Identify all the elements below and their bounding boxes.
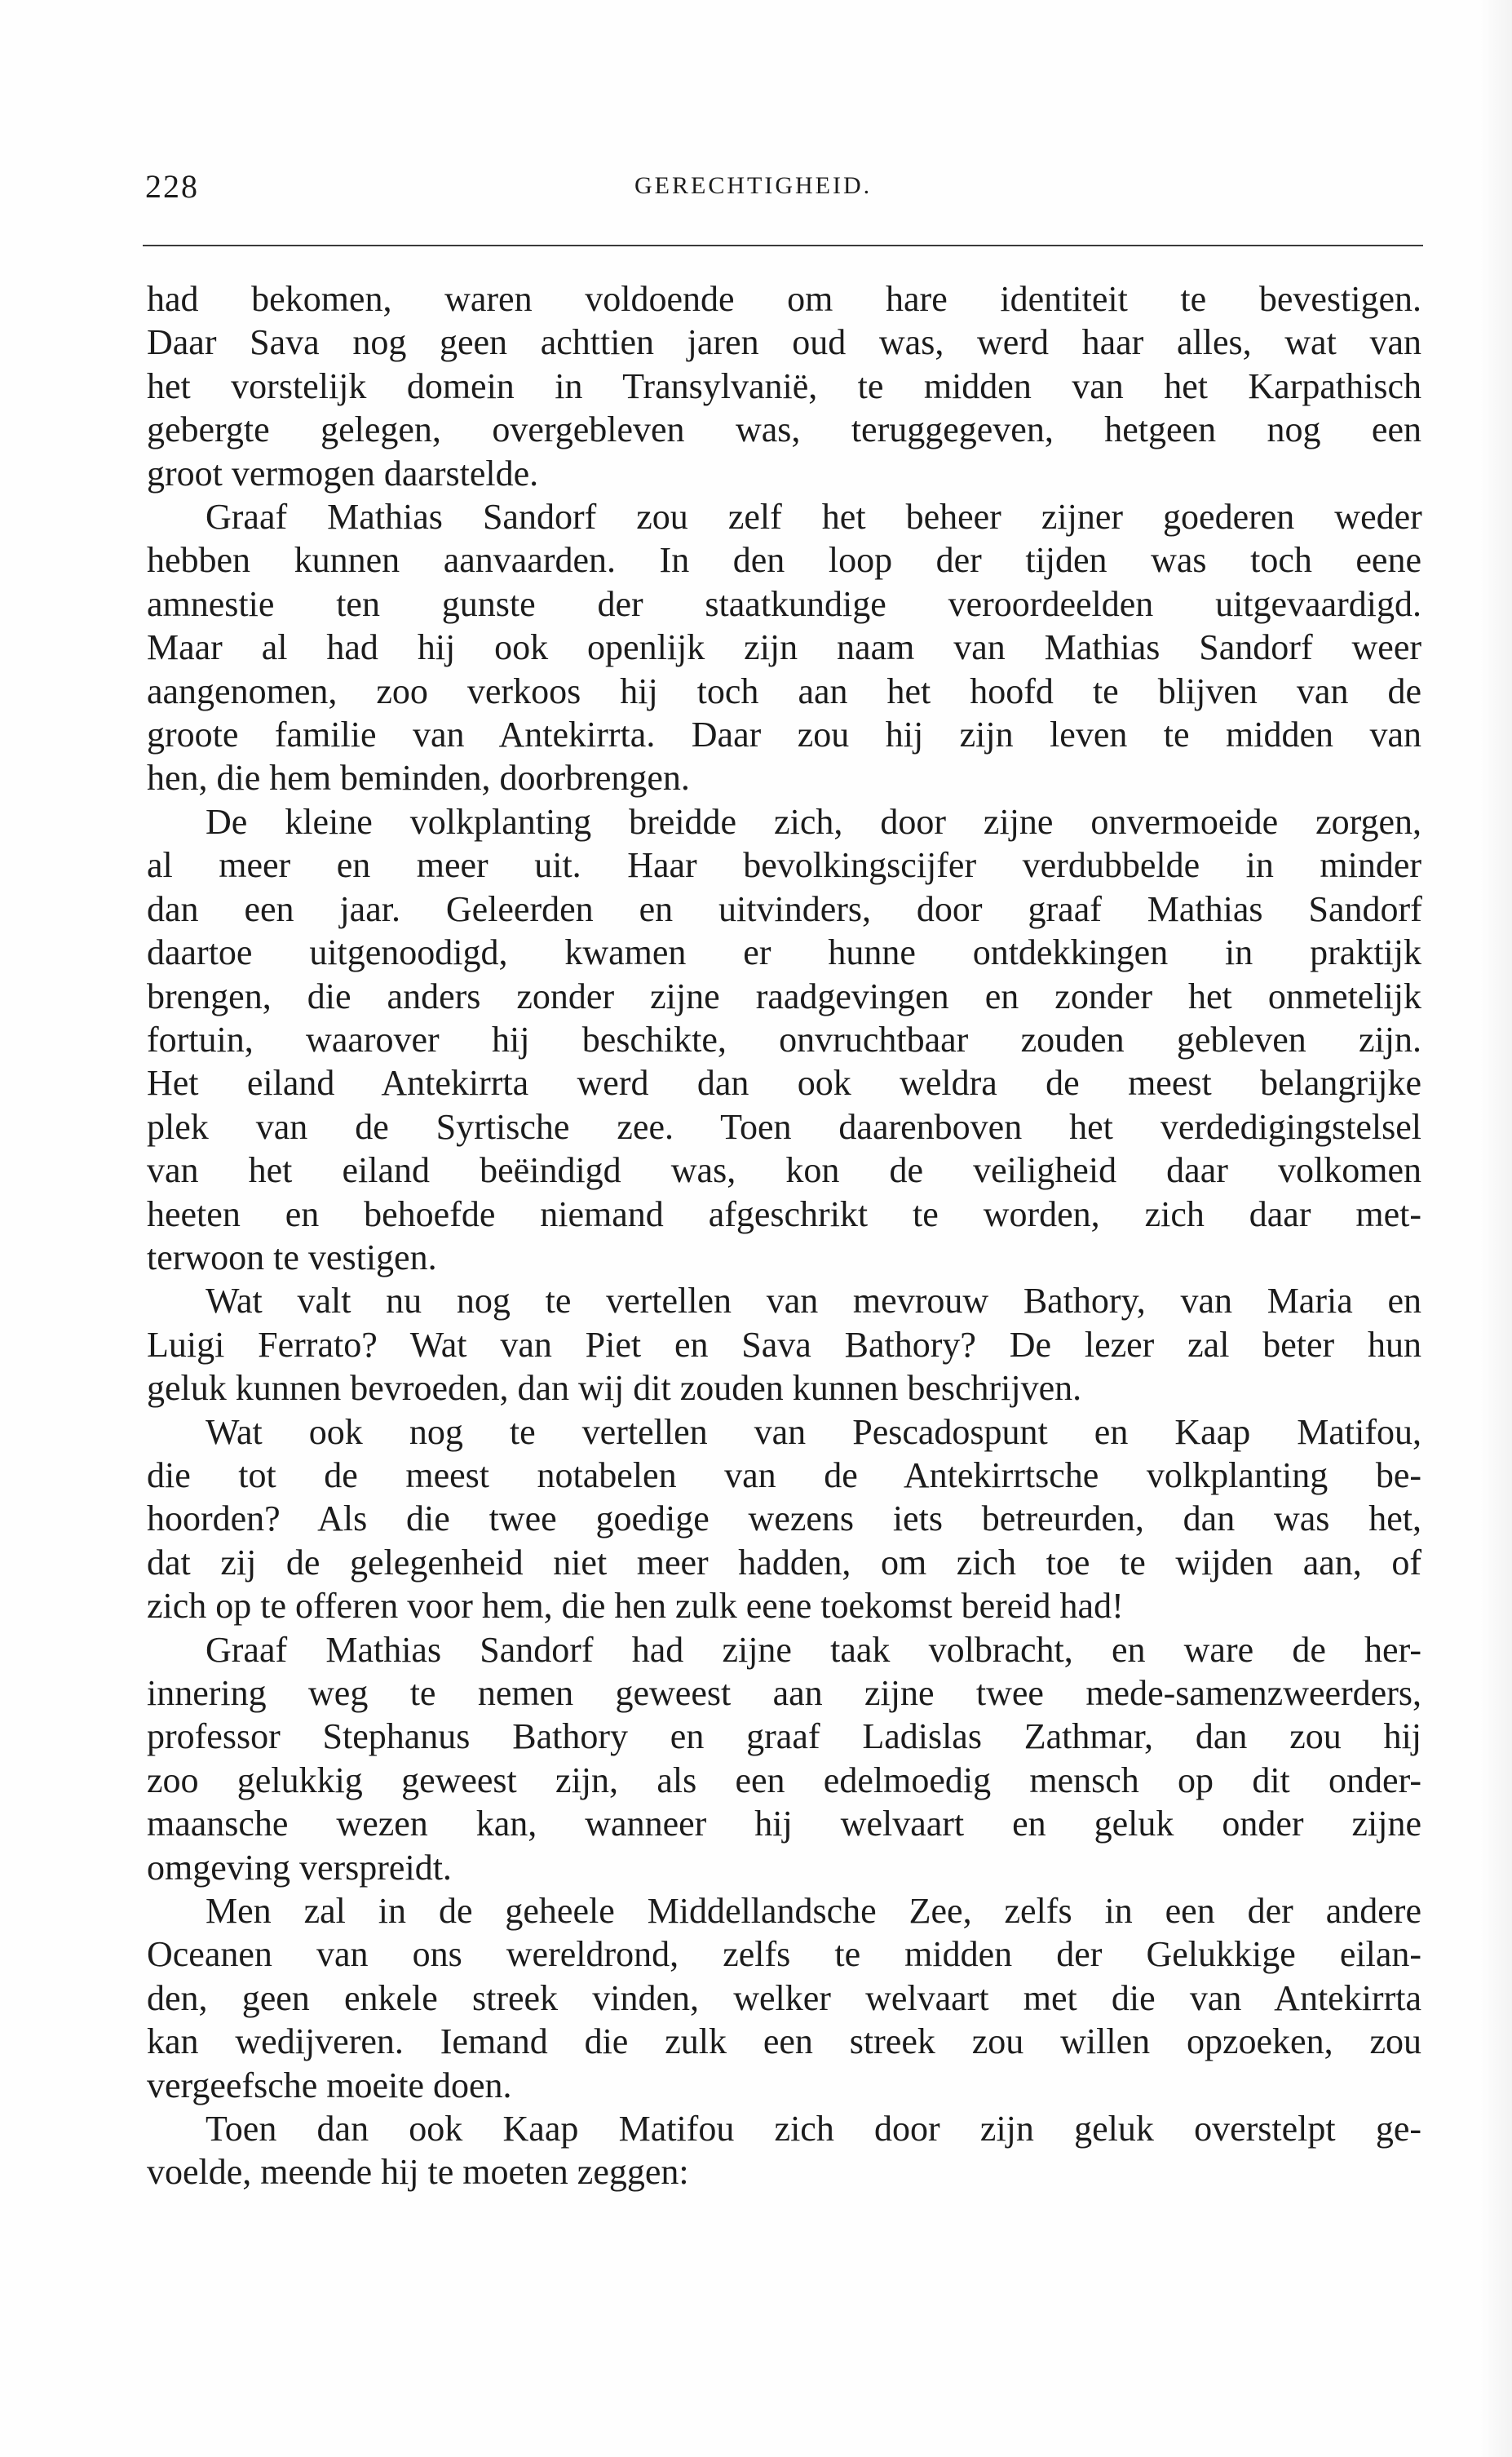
text-line: Maar al had hij ook openlijk zijn naam van Mathias Sandorf weer (147, 627, 1421, 668)
text-line: brengen, die anders zonder zijne raadgevingen en zonder het onmetelijk (147, 976, 1421, 1016)
paragraph (147, 495, 1421, 800)
text-line: die tot de meest notabelen van de Antekirrtsche volkplanting be- (147, 1454, 1421, 1495)
page-edge (1479, 0, 1512, 2457)
text-line: hen, die hem beminden, doorbrengen. (147, 758, 690, 799)
paragraph (147, 800, 1421, 1279)
text-line: Toen dan ook Kaap Matifou zich door zijn geluk overstelpt ge- (206, 2109, 1421, 2149)
text-line: Men zal in de geheele Middellandsche Zee, zelfs in een der andere (206, 1891, 1421, 1932)
text-line: Luigi Ferrato? Wat van Piet en Sava Bathory? De lezer zal beter hun (147, 1324, 1421, 1365)
page-header (145, 167, 1421, 216)
body-text (147, 277, 1421, 2194)
text-line: innering weg te nemen geweest aan zijne twee mede-samenzweerders, (147, 1673, 1421, 1713)
paragraph (147, 1628, 1421, 1889)
text-line: daartoe uitgenoodigd, kwamen er hunne ontdekkingen in praktijk (147, 932, 1421, 973)
paragraph (147, 277, 1421, 495)
text-line: kan wedijveren. Iemand die zulk een streek zou willen opzoeken, zou (147, 2021, 1421, 2062)
text-line: Wat valt nu nog te vertellen van mevrouw Bathory, van Maria en (206, 1281, 1421, 1321)
text-line: van het eiland beëindigd was, kon de veiligheid daar volkomen (147, 1150, 1421, 1191)
text-line: heeten en behoefde niemand afgeschrikt te worden, zich daar met- (147, 1193, 1421, 1234)
text-line: Graaf Mathias Sandorf zou zelf het beheer zijner goederen weder (206, 497, 1422, 538)
text-line: aangenomen, zoo verkoos hij toch aan het hoofd te blijven van de (147, 671, 1421, 711)
text-line: voelde, meende hij te moeten zeggen: (147, 2152, 689, 2193)
text-line: Oceanen van ons wereldrond, zelfs te midden der Gelukkige eilan- (147, 1934, 1421, 1975)
text-line: groote familie van Antekirrta. Daar zou hij zijn leven te midden van (147, 715, 1421, 755)
text-line: vergeefsche moeite doen. (147, 2065, 512, 2105)
text-line: plek van de Syrtische zee. Toen daarenboven het verdedigingstelsel (147, 1106, 1421, 1147)
header-rule (143, 245, 1423, 246)
text-line: maansche wezen kan, wanneer hij welvaart en geluk onder zijne (147, 1804, 1421, 1844)
text-line: hebben kunnen aanvaarden. In den loop der tijden was toch eene (147, 540, 1421, 581)
paragraph (147, 1889, 1421, 2107)
text-line: had bekomen, waren voldoende om hare identiteit te bevestigen. (147, 279, 1421, 319)
text-line: dat zij de gelegenheid niet meer hadden, om zich toe te wijden aan, of (147, 1542, 1421, 1583)
text-line: het vorstelijk domein in Transylvanië, te midden van het Karpathisch (147, 365, 1421, 406)
text-line: Wat ook nog te vertellen van Pescadospunt en Kaap Matifou, (206, 1411, 1421, 1452)
paragraph (147, 2107, 1421, 2194)
text-line: groot vermogen daarstelde. (147, 453, 539, 494)
text-line: omgeving verspreidt. (147, 1847, 452, 1888)
text-line: De kleine volkplanting breidde zich, door zijne onvermoeide zorgen, (206, 801, 1421, 842)
paragraph (147, 1410, 1421, 1628)
text-line: Daar Sava nog geen achttien jaren oud was, werd haar alles, wat van (147, 322, 1421, 363)
text-line: Graaf Mathias Sandorf had zijne taak volbracht, en ware de her- (206, 1629, 1421, 1670)
text-line: terwoon te vestigen. (147, 1237, 437, 1277)
text-line: amnestie ten gunste der staatkundige veroordeelden uitgevaardigd. (147, 583, 1421, 624)
text-line: fortuin, waarover hij beschikte, onvruchtbaar zouden gebleven zijn. (147, 1019, 1421, 1060)
text-line: dan een jaar. Geleerden en uitvinders, door graaf Mathias Sandorf (147, 888, 1422, 929)
text-line: professor Stephanus Bathory en graaf Ladislas Zathmar, dan zou hij (147, 1716, 1421, 1757)
text-line: Het eiland Antekirrta werd dan ook weldra de meest belangrijke (147, 1063, 1421, 1104)
text-line: zoo gelukkig geweest zijn, als een edelmoedig mensch op dit onder- (147, 1760, 1421, 1800)
text-line: hoorden? Als die twee goedige wezens iets betreurden, dan was het, (147, 1499, 1421, 1539)
paragraph (147, 1279, 1421, 1410)
text-line: geluk kunnen bevroeden, dan wij dit zouden kunnen beschrijven. (147, 1368, 1082, 1409)
text-line: zich op te offeren voor hem, die hen zulk eene toekomst bereid had! (147, 1586, 1124, 1627)
text-line: gebergte gelegen, overgebleven was, teruggegeven, hetgeen nog een (147, 410, 1421, 450)
page-number: 228 (145, 168, 199, 205)
running-title: GERECHTIGHEID. (634, 172, 873, 199)
text-line: den, geen enkele streek vinden, welker welvaart met die van Antekirrta (147, 1977, 1421, 2018)
text-line: al meer en meer uit. Haar bevolkingscijfer verdubbelde in minder (147, 845, 1421, 886)
